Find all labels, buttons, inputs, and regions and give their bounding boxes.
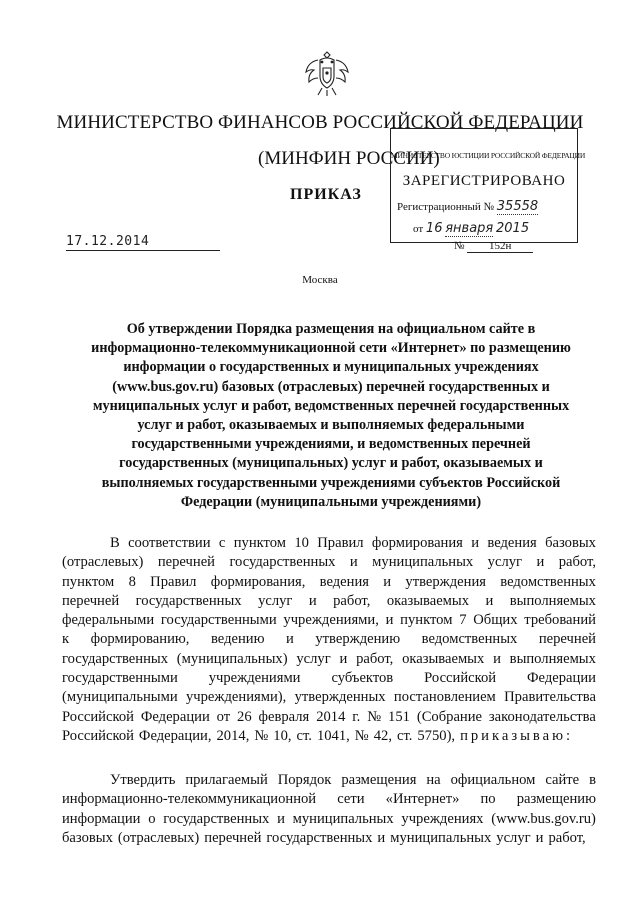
title-line: государственными учреждениями, и ведомственных перечней xyxy=(131,436,531,453)
decree-word: приказываю: xyxy=(460,727,574,744)
stamp-date-row xyxy=(413,221,529,237)
order-number-row xyxy=(454,240,533,253)
paragraph-line: федеральными государственными учреждениями, и пунктом 7 Общих требований xyxy=(62,612,596,629)
order-number: 152н xyxy=(467,240,533,253)
title-line: Об утверждении Порядка размещения на официальном сайте в xyxy=(126,321,536,337)
document-title xyxy=(66,320,596,512)
paragraph-line: перечней государственных услуг и работ, оказываемых и выполняемых xyxy=(62,592,596,609)
registration-stamp xyxy=(390,128,586,243)
paragraph-line: (муниципальными учреждениями), утвержденных постановлением Правительства xyxy=(62,689,596,706)
stamp-date-month: января xyxy=(445,221,494,236)
paragraph-line: информации о государственных и муниципальных учреждениях (www.bus.gov.ru) xyxy=(62,810,596,827)
title-line: информационно-телекоммуникационной сети «Интернет» по размещению xyxy=(91,340,571,357)
order-paragraph xyxy=(62,771,596,848)
stamp-date-from: от xyxy=(413,223,424,235)
title-line: Федерации (муниципальными учреждениями) xyxy=(180,493,482,510)
title-line: выполняемых государственными учреждениями субъектов Российской xyxy=(101,474,561,491)
paragraph-line: В соответствии с пунктом 10 Правил формирования и ведения базовых xyxy=(110,535,596,551)
ministry-short-name: (МИНФИН РОССИИ) xyxy=(258,148,440,169)
stamp-reg-label: Регистрационный № xyxy=(397,201,495,213)
paragraph-line: базовых (отраслевых) перечней государственных и муниципальных услуг и работ, xyxy=(62,829,586,846)
order-number-label: № xyxy=(454,240,465,252)
paragraph-line: информационно-телекоммуникационной сети «Интернет» по размещению xyxy=(62,791,596,808)
stamp-reg-number-row xyxy=(397,199,538,215)
title-line: (www.bus.gov.ru) базовых (отраслевых) перечней государственных и xyxy=(112,378,550,395)
title-line: услуг и работ, оказываемых и выполняемых федеральными xyxy=(137,417,525,434)
document-type: ПРИКАЗ xyxy=(290,186,362,203)
preamble-paragraph xyxy=(62,534,596,746)
paragraph-line: к формированию, ведению и утверждению ведомственных перечней xyxy=(62,631,596,648)
title-line: информации о государственных и муниципальных учреждениях xyxy=(123,359,539,376)
stamp-reg-number: 35558 xyxy=(496,199,539,214)
title-line: государственных (муниципальных) услуг и работ, оказываемых и xyxy=(119,455,543,472)
paragraph-line: Российской Федерации, 2014, № 10, ст. 1041, № 42, ст. 5750), приказываю: xyxy=(62,727,596,746)
paragraph-line: пунктом 8 Правил формирования, ведения и утверждения ведомственных xyxy=(62,573,596,590)
paragraph-line: Российской Федерации от 26 февраля 2014 г. № 151 (Собрание законодательства xyxy=(62,708,596,725)
order-date: 17.12.2014 xyxy=(66,234,220,251)
ministry-title: МИНИСТЕРСТВО ФИНАНСОВ РОССИЙСКОЙ ФЕДЕРАЦИИ xyxy=(56,112,584,133)
paragraph-line: государственных (муниципальных) услуг и работ, оказываемых и выполняемых xyxy=(62,650,596,667)
russian-coat-of-arms-icon xyxy=(304,48,350,98)
stamp-date-year: 2015 xyxy=(496,221,530,236)
paragraph-line: (отраслевых) перечней государственных и муниципальных услуг и работ, xyxy=(62,554,596,571)
paragraph-line: Утвердить прилагаемый Порядок размещения на официальном сайте в xyxy=(110,772,596,788)
title-line: муниципальных услуг и работ, ведомственных перечней государственных xyxy=(92,397,570,414)
city: Москва xyxy=(302,274,338,286)
paragraph-line: государственными учреждениями субъектов Российской Федерации xyxy=(62,670,596,687)
stamp-registered: ЗАРЕГИСТРИРОВАНО xyxy=(402,173,566,189)
stamp-ministry-line: МИНИСТЕРСТВО ЮСТИЦИИ РОССИЙСКОЙ ФЕДЕРАЦИИ xyxy=(391,151,586,160)
stamp-date-day: 16 xyxy=(425,221,443,236)
